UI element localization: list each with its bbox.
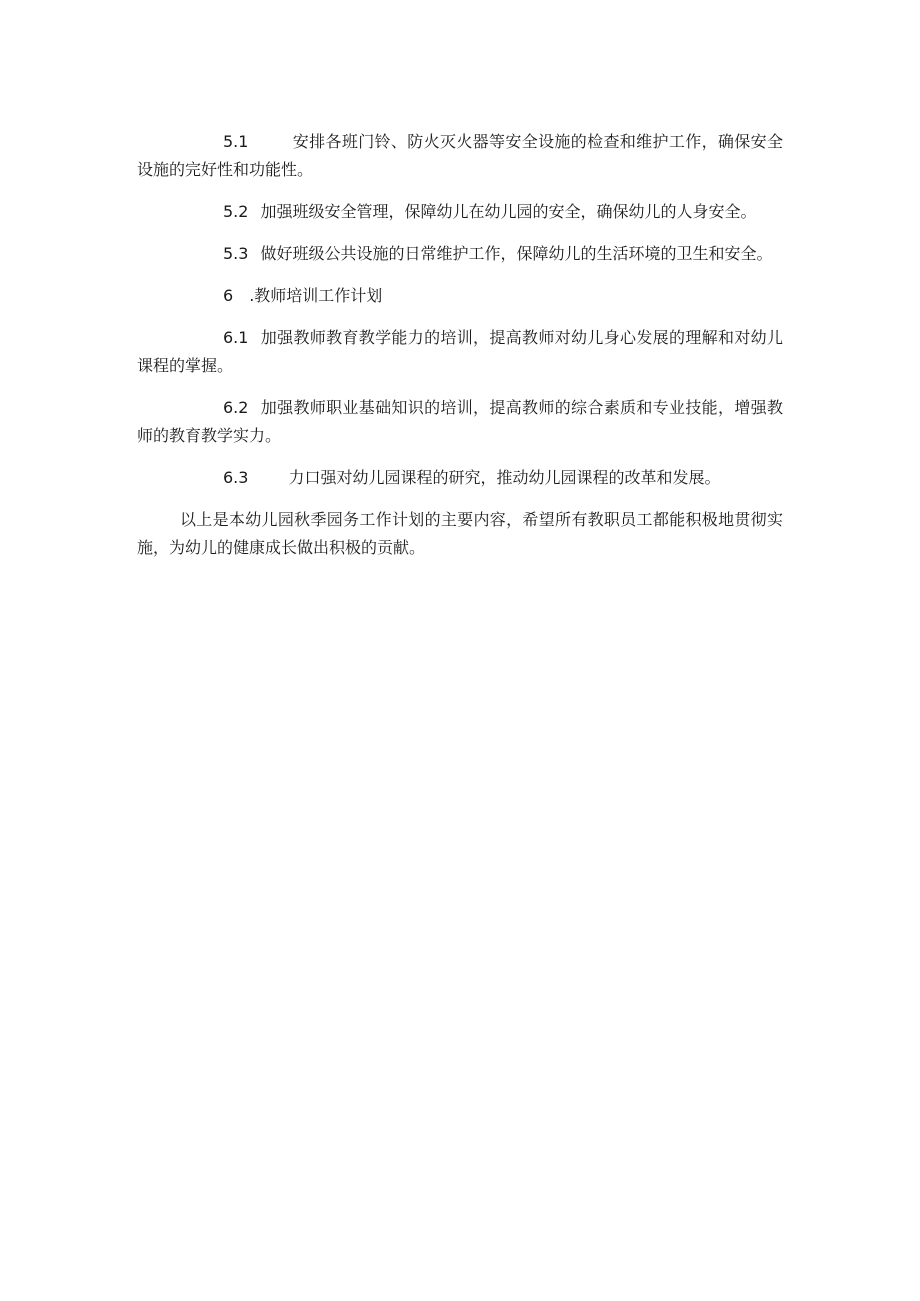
paragraph-5-2 bbox=[137, 198, 783, 226]
section-number: 6 bbox=[223, 286, 234, 305]
paragraph-6-3 bbox=[137, 464, 783, 492]
item-number: 5.2 bbox=[223, 202, 249, 221]
paragraph-5-1 bbox=[137, 128, 783, 184]
closing-paragraph bbox=[137, 506, 783, 562]
item-text: 做好班级公共设施的日常维护工作，保障幼儿的生活环境的卫生和安全。 bbox=[260, 244, 773, 263]
closing-text: 以上是本幼儿园秋季园务工作计划的主要内容，希望所有教职员工都能积极地贯彻实施，为幼儿的健康成长做出积极的贡献。 bbox=[137, 510, 783, 557]
item-text: 安排各班门铃、防火灭火器等安全设施的检查和维护工作，确保安全设施的完好性和功能性。 bbox=[137, 132, 783, 179]
paragraph-5-3 bbox=[137, 240, 783, 268]
item-number: 6.1 bbox=[223, 328, 249, 347]
item-text: 加强教师职业基础知识的培训，提高教师的综合素质和专业技能，增强教师的教育教学实力。 bbox=[137, 398, 783, 445]
item-text: 加强班级安全管理，保障幼儿在幼儿园的安全，确保幼儿的人身安全。 bbox=[260, 202, 757, 221]
section-title: .教师培训工作计划 bbox=[249, 286, 383, 305]
item-number: 5.1 bbox=[223, 132, 249, 151]
paragraph-6-1 bbox=[137, 324, 783, 380]
item-text: 加强教师教育教学能力的培训，提高教师对幼儿身心发展的理解和对幼儿课程的掌握。 bbox=[137, 328, 783, 375]
section-heading-6 bbox=[137, 282, 783, 310]
paragraph-6-2 bbox=[137, 394, 783, 450]
item-number: 6.2 bbox=[223, 398, 249, 417]
document-body bbox=[137, 128, 783, 576]
item-number: 6.3 bbox=[223, 468, 249, 487]
item-text: 力口强对幼儿园课程的研究，推动幼儿园课程的改革和发展。 bbox=[288, 468, 721, 487]
item-number: 5.3 bbox=[223, 244, 249, 263]
